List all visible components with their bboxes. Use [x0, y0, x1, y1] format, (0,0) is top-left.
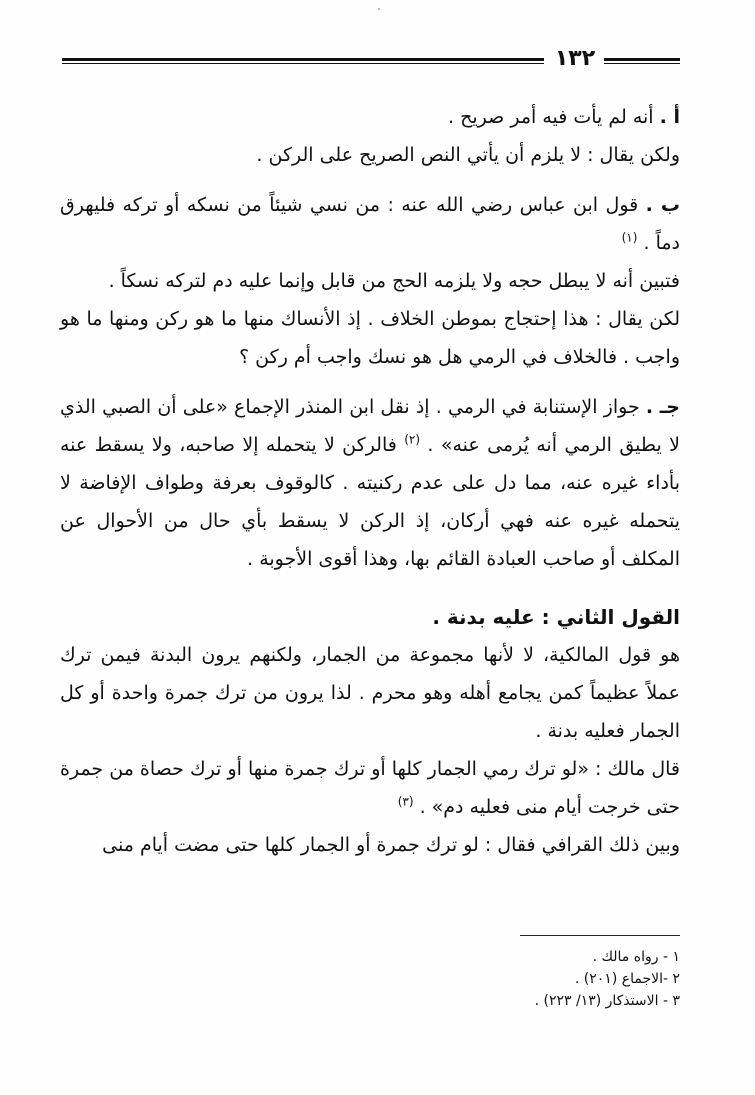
- paragraph-reply-1: [60, 136, 680, 174]
- paragraph-text: قول ابن عباس رضي الله عنه : من نسي شيئاً من نسكه أو تركه فليهرق دماً .: [60, 194, 680, 254]
- scan-speck: [378, 8, 380, 10]
- paragraph-qarafi: [60, 826, 680, 864]
- main-text: [60, 98, 680, 864]
- paragraph-text: هو قول المالكية، لا لأنها مجموعة من الجمار، ولكنهم يرون البدنة فيمن ترك عملاً عظيماً كمن يجامع أهله وهو محرم . لذا يرون من ترك جمرة واحدة أو كل الجمار فعليه بدنة .: [60, 644, 680, 742]
- paragraph-b: [60, 186, 680, 262]
- section-heading: القول الثاني : عليه بدنة .: [432, 605, 680, 629]
- paragraph-reply-2: [60, 300, 680, 376]
- paragraph-c: [60, 388, 680, 578]
- paragraph-text-continued: فالركن لا يتحمله إلا صاحبه، ولا يسقط عنه بأداء غيره عنه، مما دل على عدم ركنيته . كالوقوف بعرفة وطواف الإفاضة لا يتحمله غيره عنه فهي أركان، إذ الركن لا يسقط بأي حال من الأحوال عن المكلف أو صاحب العبادة القائم بها، وهذا أقوى الأجوبة .: [60, 434, 680, 570]
- paragraph-a: [60, 98, 680, 136]
- paragraph-text: ولكن يقال : لا يلزم أن يأتي النص الصريح على الركن .: [256, 144, 680, 166]
- footnote-2: ٢ -الاجماع (٢٠١) .: [574, 971, 680, 987]
- paragraph-text: فتبين أنه لا يبطل حجه ولا يلزمه الحج من قابل وإنما عليه دم لتركه نسكاً .: [108, 270, 680, 292]
- item-lead: أ .: [659, 106, 680, 128]
- footnotes: [400, 946, 680, 1012]
- footnote-ref: (١): [621, 230, 638, 245]
- footnote-divider: [520, 935, 680, 936]
- paragraph-text: وبين ذلك القرافي فقال : لو ترك جمرة أو الجمار كلها حتى مضت أيام منى: [102, 834, 680, 856]
- paragraph-maliki: [60, 636, 680, 750]
- footnote-1: ١ - رواه مالك .: [592, 949, 680, 965]
- item-lead: ب .: [645, 194, 680, 216]
- header-rule-left: [62, 58, 544, 64]
- footnote-ref: (٣): [397, 794, 414, 809]
- footnote-ref: (٢): [404, 432, 421, 447]
- paragraph-text: أنه لم يأت فيه أمر صريح .: [448, 106, 660, 128]
- paragraph-malik-quote: [60, 750, 680, 826]
- page-number: ١٣٢: [554, 46, 596, 71]
- footnote-3: ٣ - الاستذكار (١٣/ ٢٢٣) .: [534, 993, 680, 1009]
- paragraph-conclusion: [60, 262, 680, 300]
- paragraph-text: لكن يقال : هذا إحتجاج بموطن الخلاف . إذ الأنساك منها ما هو ركن ومنها ما هو واجب . فالخلاف في الرمي هل هو نسك واجب أم ركن ؟: [60, 308, 680, 368]
- paragraph-text: جواز الإستنابة في الرمي . إذ نقل ابن المنذر الإجماع «على أن الصبي الذي لا يطيق الرمي أنه يُرمى عنه» .: [60, 396, 680, 456]
- header-rule-right: [604, 58, 680, 64]
- paragraph-text: قال مالك : «لو ترك رمي الجمار كلها أو ترك جمرة منها أو ترك حصاة من جمرة حتى خرجت أيام منى فعليه دم» .: [60, 758, 680, 818]
- item-lead: جـ .: [645, 396, 680, 418]
